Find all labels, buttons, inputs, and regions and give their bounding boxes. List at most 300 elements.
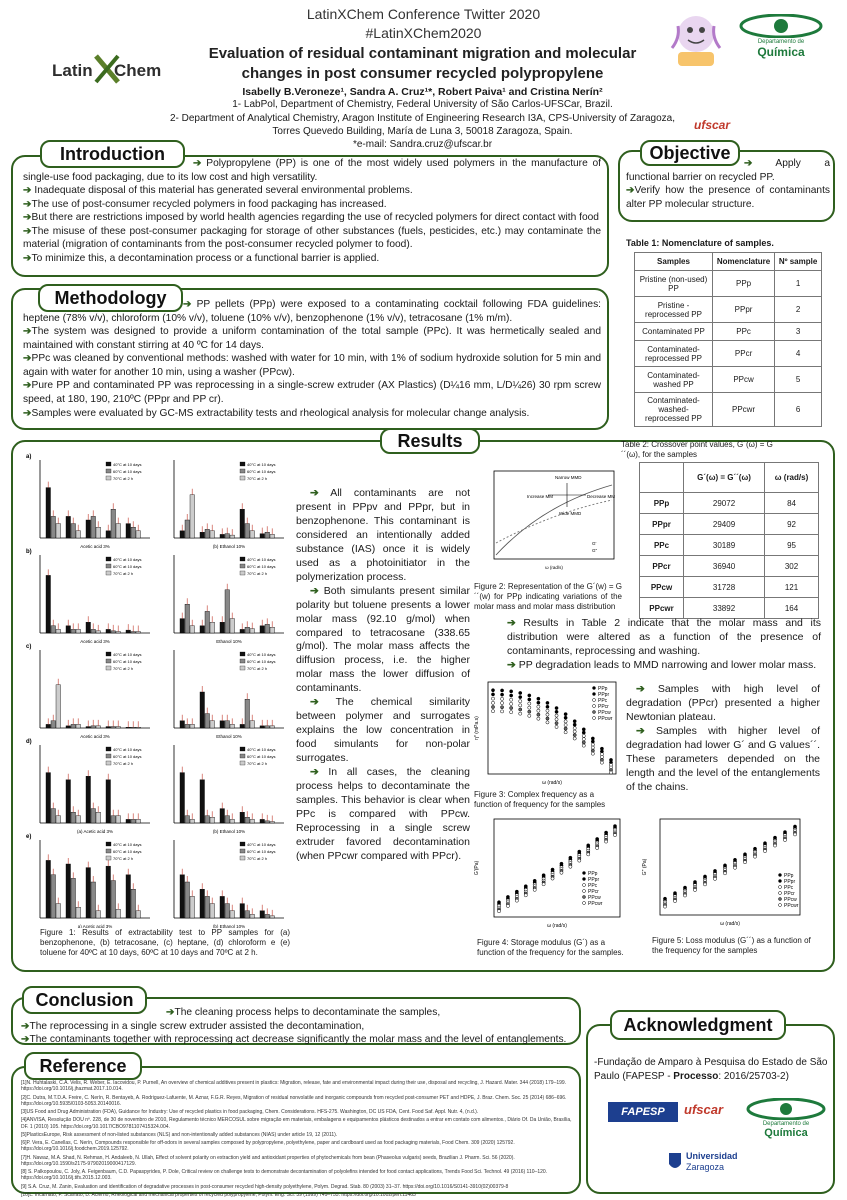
- table2-caption: Table 2: Crossover point values, G´(ω) = G´´(ω), for the samples: [621, 440, 773, 460]
- fig1-bar: [111, 816, 116, 823]
- fig1-bar: [56, 524, 61, 538]
- fig1-legend-label: 70°C at 2 h: [247, 856, 268, 861]
- table-cell: 5: [775, 367, 822, 393]
- fig1-bar: [91, 516, 96, 538]
- fig1-bar: [265, 726, 270, 728]
- fig3-data-point: [546, 717, 549, 720]
- arrow-icon: ➔: [193, 158, 202, 169]
- fig1-bar: [131, 527, 136, 538]
- fig4-data-point: [506, 904, 509, 907]
- fig1-bar: [66, 626, 71, 633]
- fig1-bar: [71, 524, 76, 538]
- fig1-bar: [190, 495, 195, 538]
- fig1-legend-label: 60°C at 10 days: [113, 659, 142, 664]
- fig1-xlabel: Acetic acid 3%: [80, 639, 110, 644]
- fig3-data-point: [491, 710, 494, 713]
- fig1-legend-swatch: [106, 564, 111, 568]
- fig1-bar: [200, 889, 205, 918]
- results-label: Results: [380, 428, 480, 454]
- ufscar-logo-ack: ufscar: [684, 1102, 724, 1117]
- fig3-data-point: [582, 728, 585, 731]
- fig3-data-point: [591, 746, 594, 749]
- unizar-crest-icon: [668, 1152, 682, 1172]
- fig3-data-point: [491, 693, 494, 696]
- ack-text-bold: Processo: [673, 1070, 719, 1082]
- table2-header-row: [640, 463, 819, 493]
- fig1-legend-label: 60°C at 10 days: [247, 659, 276, 664]
- fig1-legend-label: 40°C at 10 days: [247, 652, 276, 657]
- fig3-data-point: [491, 701, 494, 704]
- fig3-data-point: [573, 720, 576, 723]
- fig4-legend-label: PPc: [588, 883, 598, 889]
- fig1-bar: [96, 631, 101, 633]
- fig1-bar: [46, 860, 51, 918]
- fig1-bar: [260, 626, 265, 633]
- figure1-bar-charts: [24, 452, 288, 928]
- fig3-data-point: [582, 744, 585, 747]
- fig1-panel-letter: c): [26, 644, 32, 650]
- table-cell: Pristine - reprocessed PP: [635, 297, 713, 323]
- fig4-data-point: [542, 883, 545, 886]
- fig3-data-point: [573, 733, 576, 736]
- fig1-bar: [76, 816, 81, 823]
- figure3-complex-viscosity: [472, 678, 622, 788]
- fig3-data-point: [491, 689, 494, 692]
- fig1-bar: [250, 914, 255, 918]
- table-cell: 33892: [684, 598, 765, 619]
- ack-text-part1: -Fundação de Amparo à Pesquisa do Estado de São Paulo (FAPESP -: [594, 1057, 828, 1082]
- fig5-legend-marker: [779, 898, 782, 901]
- fig3-data-point: [500, 697, 503, 700]
- fig1-bar: [265, 914, 270, 918]
- fig1-bar: [116, 632, 121, 633]
- fig1-legend-label: 40°C at 10 days: [113, 652, 142, 657]
- fig3-data-point: [609, 771, 612, 774]
- fig4-legend-marker: [583, 884, 586, 887]
- fig1-bar: [51, 875, 56, 918]
- fig5-data-point: [713, 877, 716, 880]
- fig1-bar: [180, 875, 185, 918]
- table-cell: 121: [765, 577, 819, 598]
- fig1-bar: [46, 724, 51, 728]
- fig5-data-point: [683, 894, 686, 897]
- fig5-legend-label: PPpr: [784, 879, 796, 885]
- fig1-legend-swatch: [106, 652, 111, 656]
- fig1-bar: [190, 626, 195, 633]
- fig1-legend-swatch: [106, 842, 111, 846]
- conference-hashtag: #LatinXChem2020: [365, 25, 482, 41]
- table-cell: 29072: [684, 493, 765, 514]
- fig1-bar: [86, 727, 91, 728]
- fig1-bar: [240, 724, 245, 728]
- results-p2: Both simulants present similar polarity but toluene presents a lower molar mass (92.10 g/mol) when compared to tetracosane (338.65 g/mol). The molar mass affects the diffusion process, i.e. the higher molar mass the lower diffusion of contaminants.: [296, 584, 470, 695]
- arrow-icon: ➔: [23, 212, 32, 224]
- fig1-legend-label: 60°C at 10 days: [113, 564, 142, 569]
- fig3-data-point: [510, 698, 513, 701]
- fig3-data-point: [582, 741, 585, 744]
- fig1-legend-label: 60°C at 10 days: [247, 564, 276, 569]
- fig1-bar: [225, 590, 230, 633]
- table-cell: 36940: [684, 556, 765, 577]
- fig4-data-point: [604, 840, 607, 843]
- fig4-data-point: [578, 859, 581, 862]
- fig1-bar: [76, 629, 81, 633]
- fig1-bar: [220, 896, 225, 918]
- fig1-bar: [111, 727, 116, 728]
- table-cell: PPcw: [713, 367, 775, 393]
- fig4-legend-marker: [583, 902, 586, 905]
- methodology-p5: Samples were evaluated by GC-MS extractability tests and rheological analysis for molecular change analysis.: [31, 407, 530, 419]
- fig1-legend-swatch: [240, 856, 245, 860]
- table2-header-crossover: G´(ω) = G´´(ω): [684, 463, 765, 493]
- fig3-legend-label: PPp: [598, 686, 608, 692]
- fig3-legend-marker: [593, 699, 596, 702]
- fig1-bar: [245, 817, 250, 823]
- table-cell: 92: [765, 514, 819, 535]
- methodology-p1: PP pellets (PPp) were exposed to a contaminating cocktail following FDA guidelines: heptene (78% v/v), chloroform (10% v/v), toluene (10% v/v), benzophenone (1% v/v), tetracosane (1% m/m).: [23, 299, 601, 324]
- fig3-data-point: [564, 723, 567, 726]
- table-row: [640, 493, 819, 514]
- fig4-xaxis-label: ω (rad/s): [547, 923, 567, 929]
- fig1-bar: [260, 534, 265, 538]
- intro-p1: Polypropylene (PP) is one of the most widely used polymers in the manufacture of single-use food packaging, due to its low cost and high versatility.: [23, 158, 601, 183]
- fig3-legend-marker: [593, 711, 596, 714]
- fig4-data-point: [533, 888, 536, 891]
- fig3-data-point: [510, 711, 513, 714]
- fig1-bar: [185, 520, 190, 538]
- fig3-data-point: [491, 697, 494, 700]
- fig1-legend-label: 70°C at 2 h: [113, 476, 134, 481]
- fig1-legend-swatch: [106, 462, 111, 466]
- fig5-data-point: [663, 905, 666, 908]
- fig3-data-point: [528, 710, 531, 713]
- fig1-bar: [250, 531, 255, 538]
- fig3-data-point: [564, 731, 567, 734]
- fig3-data-point: [591, 752, 594, 755]
- fig1-bar: [116, 816, 121, 823]
- arrow-icon: ➔: [23, 198, 32, 210]
- fig1-bar: [265, 624, 270, 633]
- fig1-bar: [136, 531, 141, 538]
- fig1-bar: [51, 516, 56, 538]
- cartoon-illustration: [660, 8, 732, 68]
- fig3-data-point: [546, 721, 549, 724]
- fig5-legend-label: PPc: [784, 885, 794, 891]
- fig1-bar: [185, 604, 190, 633]
- fig3-data-point: [546, 705, 549, 708]
- fig1-bar: [76, 907, 81, 918]
- fig1-legend-label: 70°C at 2 h: [113, 761, 134, 766]
- fig3-data-point: [537, 709, 540, 712]
- table2-header-omega: ω (rad/s): [765, 463, 819, 493]
- dq-header-line2: Química: [757, 45, 805, 59]
- reference-item: [10]L. Incarnato, P. Scarfato, D. Acierno, Rheological and mechanical properties of recycled polypropylene, Polym. Eng. Sci. 39 (1999) 749–755. https://doi.org/10.1002/pen.11463: [21, 1191, 416, 1198]
- fig3-data-point: [500, 689, 503, 692]
- table-cell: PPpr: [640, 514, 684, 535]
- table-row: [640, 556, 819, 577]
- fig2-xaxis-label: ω (rad/s): [545, 565, 563, 570]
- fig5-legend-label: PPcw: [784, 897, 797, 903]
- fig1-legend-swatch: [240, 747, 245, 751]
- fig1-bar: [76, 724, 81, 728]
- results-p-gvalues: Samples with higher level of degradation had lower G´ and G values´´. These parameters depended on the length and the level of the entanglements of the chains.: [626, 724, 821, 793]
- fig1-legend-swatch: [240, 469, 245, 473]
- table-row: [635, 297, 822, 323]
- fig1-bar: [270, 534, 275, 538]
- fig1-xlabel: (b) Ethanol 10%: [212, 544, 246, 549]
- arrow-icon: ➔: [744, 158, 753, 169]
- figure4-storage-modulus: [472, 815, 627, 935]
- fig3-data-point: [537, 697, 540, 700]
- authors: Isabelly B.Veroneze¹, Sandra A. Cruz¹*, Robert Paiva¹ and Cristina Nerín²: [242, 86, 603, 98]
- table-row: [635, 323, 822, 341]
- fig1-legend-label: 60°C at 10 days: [247, 754, 276, 759]
- fig3-legend-marker: [593, 717, 596, 720]
- fig5-data-point: [773, 844, 776, 847]
- fig1-bar: [200, 780, 205, 823]
- fig2-curve-gdoubleprime: [496, 500, 612, 543]
- fig2-label-narrow: Narrow MMD: [555, 475, 582, 480]
- ack-text-part2: : 2016/25703-2): [718, 1070, 789, 1082]
- fig1-bar: [230, 535, 235, 538]
- fig1-bar: [46, 773, 51, 823]
- table-cell: 29409: [684, 514, 765, 535]
- table-cell: PPcr: [640, 556, 684, 577]
- fig1-bar: [265, 532, 270, 538]
- objective-p2: Verify how the presence of contaminants alter PP molecular structure.: [626, 185, 830, 210]
- table-cell: Pristine (non-used) PP: [635, 271, 713, 297]
- fig1-legend-swatch: [240, 666, 245, 670]
- fig1-xlabel: Acetic acid 3%: [80, 734, 110, 739]
- fig1-legend-label: 60°C at 10 days: [113, 849, 142, 854]
- fig1-bar: [76, 531, 81, 538]
- fig3-data-point: [519, 696, 522, 699]
- table1-header-number: Nº sample: [775, 253, 822, 271]
- fig1-bar: [116, 909, 121, 918]
- fig5-data-point: [753, 855, 756, 858]
- reference-box: [11, 1066, 581, 1198]
- results-p-newton: Samples with high level of degradation (PPcr) presented a higher Newtonian plateau.: [626, 683, 820, 723]
- fig1-legend-swatch: [240, 571, 245, 575]
- intro-p3: The use of post-consumer recycled polymers in food packaging has increased.: [31, 198, 387, 210]
- fig1-bar: [86, 520, 91, 538]
- fig1-bar: [86, 622, 91, 633]
- fig1-bar: [230, 911, 235, 918]
- fig1-bar: [180, 531, 185, 538]
- fig1-bar: [260, 819, 265, 823]
- fig1-bar: [106, 531, 111, 538]
- fig3-data-point: [500, 706, 503, 709]
- reference-list: [21, 1080, 577, 1200]
- fig1-bar: [71, 878, 76, 918]
- fig1-bar: [126, 819, 131, 823]
- objective-label: Objective: [640, 140, 740, 166]
- fig1-legend-label: 70°C at 2 h: [247, 761, 268, 766]
- fig2-legend-g1: G': [592, 541, 597, 546]
- fig3-data-point: [555, 725, 558, 728]
- methodology-p3: PPc was cleaned by conventional methods: washed with water for 10 min, with 1% of sodium hydroxide solution for 5 min and again with water for another 10 min, using a washer (PPcw).: [23, 353, 601, 378]
- fig1-bar: [225, 534, 230, 538]
- results-text-table2: [507, 617, 821, 673]
- fig3-data-point: [510, 702, 513, 705]
- fig1-bar: [185, 882, 190, 918]
- fig4-data-point: [515, 899, 518, 902]
- fig1-bar: [66, 864, 71, 918]
- fig1-bar: [250, 629, 255, 633]
- fig1-panel-letter: d): [26, 739, 32, 745]
- intro-p6: To minimize this, a decontamination process or a functional barrier is applied.: [31, 252, 380, 264]
- fig1-legend-swatch: [106, 849, 111, 853]
- fig4-legend-label: PPp: [588, 871, 598, 877]
- fig3-data-point: [500, 710, 503, 713]
- fig1-legend-label: 40°C at 10 days: [113, 747, 142, 752]
- fig4-legend-label: PPpr: [588, 877, 600, 883]
- fig1-bar: [245, 911, 250, 918]
- fig3-data-point: [528, 702, 531, 705]
- fig1-legend-swatch: [106, 856, 111, 860]
- methodology-label: Methodology: [38, 284, 183, 312]
- acknowledgment-label: Acknowledgment: [610, 1010, 786, 1040]
- fig1-bar: [200, 532, 205, 538]
- fig1-legend-label: 60°C at 10 days: [247, 849, 276, 854]
- fig3-data-point: [528, 714, 531, 717]
- fig1-legend-swatch: [240, 564, 245, 568]
- fig5-legend-marker: [779, 886, 782, 889]
- table-cell: Contaminated-reprocessed PP: [635, 341, 713, 367]
- fig2-label-wide: Wide MMD: [559, 511, 582, 516]
- fig1-bar: [205, 529, 210, 538]
- fig1-legend-label: 40°C at 10 days: [113, 842, 142, 847]
- fig1-bar: [180, 619, 185, 633]
- arrow-icon: ➔: [23, 353, 32, 365]
- fig1-bar: [56, 685, 61, 728]
- ufscar-logo-header: ufscar: [694, 118, 731, 132]
- table-cell: Contaminated PP: [635, 323, 713, 341]
- fig1-bar: [56, 629, 61, 633]
- fig1-legend-label: 40°C at 10 days: [247, 842, 276, 847]
- fig5-data-point: [743, 861, 746, 864]
- fig1-legend-swatch: [240, 754, 245, 758]
- results-p4: In all cases, the cleaning process helps to decontaminate the samples. This behavior is clear when PPc is compared with PPcw. Reprocessing in a single screw extruder favored decontamination (when PPcwr compared with PPcr).: [296, 766, 470, 862]
- fig3-data-point: [537, 705, 540, 708]
- fig1-xlabel: (b) Ethanol 10%: [212, 829, 246, 834]
- arrow-icon: ➔: [23, 185, 32, 197]
- arrow-icon: ➔: [23, 380, 32, 392]
- fig1-legend-label: 70°C at 2 h: [113, 856, 134, 861]
- table-row: [640, 535, 819, 556]
- conclusion-p3: The contaminants together with reprocessing act decrease significantly the molar mass and the level of entanglements.: [29, 1034, 567, 1046]
- table1-header-row: [635, 253, 822, 271]
- contact-email: *e-mail: Sandra.cruz@ufscar.br: [352, 139, 493, 150]
- fapesp-logo: [608, 1102, 678, 1122]
- table2: [639, 462, 819, 619]
- fig1-bar: [260, 911, 265, 918]
- fig4-legend-label: PPcr: [588, 889, 599, 895]
- fig1-panel-letter: a): [26, 454, 32, 460]
- fig1-bar: [56, 904, 61, 918]
- fig1-xlabel: (b) Ethanol 10%: [212, 924, 246, 928]
- fig1-bar: [230, 724, 235, 728]
- poster-title-line1: Evaluation of residual contaminant migration and molecular: [208, 45, 637, 62]
- fig1-bar: [131, 632, 136, 633]
- fig1-legend-swatch: [240, 659, 245, 663]
- fig4-legend-marker: [583, 896, 586, 899]
- fig4-legend-marker: [583, 890, 586, 893]
- dq-logo-header: [738, 14, 824, 58]
- fig1-bar: [106, 727, 111, 728]
- acknowledgment-box: [586, 1024, 835, 1194]
- fig3-data-point: [510, 706, 513, 709]
- fig3-data-point: [591, 737, 594, 740]
- fig1-bar: [96, 812, 101, 823]
- fig1-bar: [265, 821, 270, 823]
- fig4-data-point: [560, 871, 563, 874]
- fig3-legend-label: PPc: [598, 698, 608, 704]
- fig1-legend-label: 70°C at 2 h: [247, 571, 268, 576]
- arrow-icon: ➔: [23, 252, 32, 264]
- fig1-bar: [66, 726, 71, 728]
- table-cell: 31728: [684, 577, 765, 598]
- fig3-legend-label: PPcwr: [598, 716, 613, 722]
- fig5-legend-marker: [779, 874, 782, 877]
- fig1-legend-swatch: [106, 557, 111, 561]
- figure3-caption: Figure 3: Complex frequency as a function of frequency for the samples: [474, 790, 606, 809]
- fig1-panel-letter: e): [26, 834, 32, 840]
- fig1-bar: [250, 721, 255, 728]
- fig3-data-point: [591, 749, 594, 752]
- fig1-bar: [220, 534, 225, 538]
- fig4-data-point: [497, 910, 500, 913]
- fig5-legend-label: PPp: [784, 873, 794, 879]
- fig3-data-point: [500, 693, 503, 696]
- fig1-bar: [240, 812, 245, 823]
- methodology-text: [23, 298, 601, 420]
- fig1-legend-label: 70°C at 2 h: [113, 571, 134, 576]
- arrow-icon: ➔: [21, 1034, 30, 1046]
- fig1-bar: [230, 619, 235, 633]
- methodology-p2: The system was designed to provide a uniform contamination of the total sample (PPc). It was hermetically sealed and maintained with constant stirring at 40 ºC for 14 days.: [23, 326, 601, 351]
- fig1-legend-label: 70°C at 2 h: [247, 476, 268, 481]
- fig1-bar: [136, 727, 141, 728]
- reference-item: [4]ANVISA, Resolução DOU nº. 228, de 30 de novembro de 2010, Regulamento técnico MERCOSUL sobre migração em materiais, embalagens e equipamentos plásticos destinados a entrar em contato com alimentos., Diário Of. Da União, Brasília, DF. 1 (2010) 105. https://doi.org/10.1017/CBO9781107415324.004.: [21, 1117, 572, 1130]
- fig3-plot-frame: [488, 682, 616, 774]
- figure2-crossover-plot: [472, 465, 622, 580]
- fig1-bar: [200, 626, 205, 633]
- affiliation-2: 2- Department of Analytical Chemistry, Aragon Institute of Engineering Research I3A, CPS-University of Zaragoza,: [169, 113, 676, 124]
- logo-chem-text: Chem: [114, 61, 162, 80]
- intro-p2: Inadequate disposal of this material has generated several environmental problems.: [34, 185, 413, 197]
- arrow-icon: ➔: [23, 407, 32, 419]
- introduction-label: Introduction: [40, 140, 185, 168]
- fig1-legend-swatch: [240, 476, 245, 480]
- fig1-bar: [220, 809, 225, 823]
- fig1-bar: [220, 721, 225, 728]
- fig4-data-point: [596, 846, 599, 849]
- dq-symbol-icon: [738, 14, 824, 38]
- fig1-bar: [96, 726, 101, 728]
- fig3-data-point: [528, 706, 531, 709]
- fig4-data-point: [569, 865, 572, 868]
- fig1-xlabel: Ethanol 10%: [216, 734, 242, 739]
- fig3-data-point: [591, 740, 594, 743]
- fig5-data-point: [783, 838, 786, 841]
- fig1-bar: [46, 488, 51, 538]
- fig1-xlabel: Ethanol 10%: [216, 639, 242, 644]
- fig1-legend-label: 40°C at 10 days: [247, 557, 276, 562]
- fig4-legend-marker: [583, 878, 586, 881]
- fig1-legend-label: 40°C at 10 days: [113, 462, 142, 467]
- table-row: [640, 577, 819, 598]
